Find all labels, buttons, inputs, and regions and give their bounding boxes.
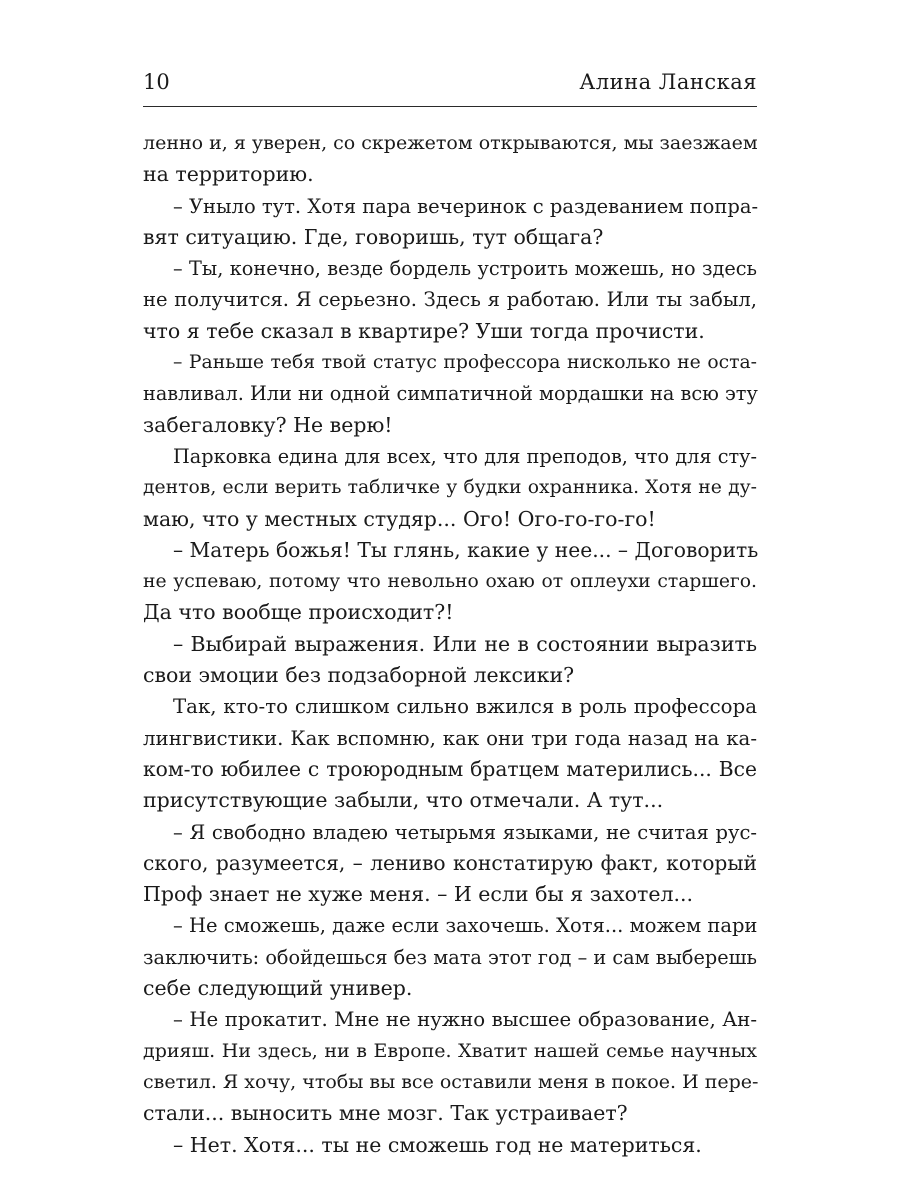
- text-line: светил. Я хочу, чтобы вы все оставили меня в покое. И пере-: [143, 1070, 759, 1093]
- text-line: свои эмоции без подзаборной лексики?: [143, 663, 575, 688]
- header-rule: [143, 106, 757, 107]
- text-line: себе следующий универ.: [143, 976, 413, 1001]
- text-line: – Выбирай выражения. Или не в состоянии выразить: [173, 631, 757, 656]
- text-line: забегаловку? Не верю!: [143, 412, 393, 437]
- text-line: маю, что у местных студяр... Ого! Ого-го-го-го!: [143, 506, 656, 531]
- text-line: – Раньше тебя твой статус профессора нисколько не оста-: [173, 352, 757, 374]
- text-line: Да что вообще происходит?!: [143, 600, 454, 625]
- text-line: лингвистики. Как вспомню, как они три года назад на ка-: [143, 726, 757, 750]
- text-line: заключить: обойдешься без мата этот год – и сам выберешь: [143, 945, 757, 969]
- text-line: Так, кто-то слишком сильно вжился в роль профессора: [173, 695, 757, 719]
- text-line: вят ситуацию. Где, говоришь, тут общага?: [143, 224, 604, 249]
- text-line: не получится. Я серьезно. Здесь я работаю. Или ты забыл,: [143, 288, 757, 312]
- author-name: Алина Ланская: [579, 70, 757, 94]
- text-line: ком-то юбилее с троюродным братцем матерились... Все: [143, 756, 757, 781]
- text-line: что я тебе сказал в квартире? Уши тогда прочисти.: [143, 318, 705, 343]
- text-line: – Ты, конечно, везде бордель устроить можешь, но здесь: [173, 257, 757, 281]
- text-line: дентов, если верить табличке у будки охранника. Хотя не ду-: [143, 477, 757, 499]
- text-line: на территорию.: [143, 162, 314, 187]
- text-line: Парковка едина для всех, что для преподов, что для сту-: [173, 444, 757, 468]
- text-line: стали... выносить мне мозг. Так устраивает?: [143, 1101, 628, 1126]
- running-head: [143, 66, 757, 102]
- text-line: дрияш. Ни здесь, ни в Европе. Хватит нашей семье научных: [143, 1039, 757, 1062]
- text-line: навливал. Или ни одной симпатичной мордашки на всю эту: [143, 382, 758, 406]
- text-line: Проф знает не хуже меня. – И если бы я захотел...: [143, 882, 694, 907]
- text-line: – Не прокатит. Мне не нужно высшее образование, Ан-: [173, 1008, 757, 1032]
- text-line: – Я свободно владею четырьмя языками, не считая рус-: [173, 820, 757, 844]
- text-line: – Нет. Хотя... ты не сможешь год не материться.: [173, 1132, 702, 1157]
- text-line: – Уныло тут. Хотя пара вечеринок с раздеванием попра-: [173, 194, 759, 218]
- text-line: – Матерь божья! Ты глянь, какие у нее... – Договорить: [173, 537, 759, 562]
- text-line: – Не сможешь, даже если захочешь. Хотя... можем пари: [173, 914, 758, 938]
- page-number: 10: [143, 70, 170, 94]
- text-line: присутствующие забыли, что отмечали. А тут...: [143, 788, 664, 813]
- text-line: ского, разумеется, – лениво констатирую факт, который: [143, 850, 757, 875]
- body-text: [143, 128, 757, 1161]
- text-line: не успеваю, потому что невольно охаю от оплеухи старшего.: [143, 571, 757, 593]
- text-line: ленно и, я уверен, со скрежетом открываются, мы заезжаем: [143, 132, 758, 154]
